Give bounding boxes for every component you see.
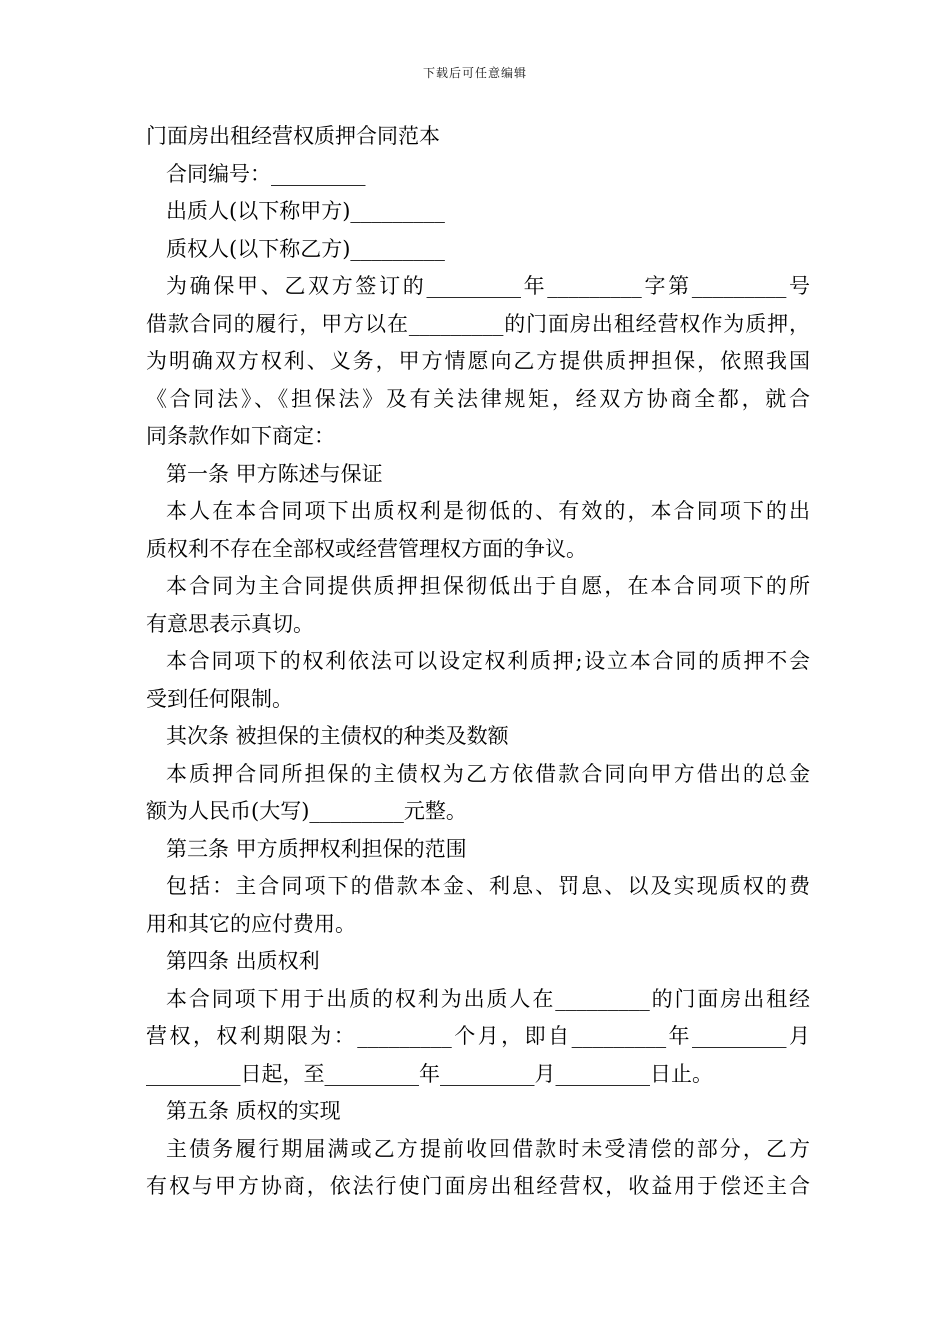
paragraph-line: 本合同项下的权利依法可以设定权利质押;设立本合同的质押不会 <box>166 649 810 673</box>
paragraph-line: 用和其它的应付费用。 <box>146 911 356 936</box>
paragraph-line: 本合同为主合同提供质押担保彻低出于自愿，在本合同项下的所 <box>166 574 810 598</box>
paragraph-line: 包括：主合同项下的借款本金、利息、罚息、以及实现质权的费 <box>166 874 810 898</box>
paragraph-line: _________日起，至_________年_________月_________日止。 <box>146 1061 713 1086</box>
paragraph-line: 为确保甲、乙双方签订的_________年_________字第_________号 <box>166 274 810 298</box>
contract-number-line: 合同编号：_________ <box>166 161 366 186</box>
pledgee-line: 质权人(以下称乙方)_________ <box>166 236 445 261</box>
paragraph-line: 《合同法》、《担保法》及有关法律规矩，经双方协商全都，就合 <box>146 386 810 411</box>
article-heading: 其次条 被担保的主债权的种类及数额 <box>166 724 509 748</box>
paragraph-line: 同条款作如下商定： <box>146 424 335 448</box>
paragraph-line: 借款合同的履行，甲方以在_________的门面房出租经营权作为质押， <box>146 311 810 336</box>
paragraph-line: 受到任何限制。 <box>146 686 293 711</box>
paragraph-line: 有意思表示真切。 <box>146 611 314 636</box>
paragraph-line: 本人在本合同项下出质权利是彻低的、有效的，本合同项下的出 <box>166 499 810 523</box>
document-title: 门面房出租经营权质押合同范本 <box>146 124 440 148</box>
paragraph-line: 有权与甲方协商，依法行使门面房出租经营权，收益用于偿还主合 <box>146 1174 810 1198</box>
header-note: 下载后可任意编辑 <box>422 66 527 80</box>
paragraph-line: 主债务履行期届满或乙方提前收回借款时未受清偿的部分，乙方 <box>166 1136 810 1161</box>
paragraph-line: 额为人民币(大写)_________元整。 <box>146 799 467 823</box>
paragraph-line: 本质押合同所担保的主债权为乙方依借款合同向甲方借出的总金 <box>166 761 810 786</box>
article-heading: 第五条 质权的实现 <box>166 1099 341 1123</box>
paragraph-line: 营权，权利期限为：_________个月，即自_________年_________月 <box>146 1024 810 1048</box>
article-heading: 第三条 甲方质押权利担保的范围 <box>166 836 467 861</box>
article-heading: 第一条 甲方陈述与保证 <box>166 461 383 486</box>
contract-body <box>146 118 810 1206</box>
paragraph-line: 本合同项下用于出质的权利为出质人在_________的门面房出租经 <box>166 986 810 1011</box>
pledgor-line: 出质人(以下称甲方)_________ <box>166 199 445 223</box>
article-heading: 第四条 出质权利 <box>166 949 320 973</box>
paragraph-line: 质权利不存在全部权或经营管理权方面的争议。 <box>146 536 587 561</box>
paragraph-line: 为明确双方权利、义务，甲方情愿向乙方提供质押担保，依照我国 <box>146 349 810 373</box>
